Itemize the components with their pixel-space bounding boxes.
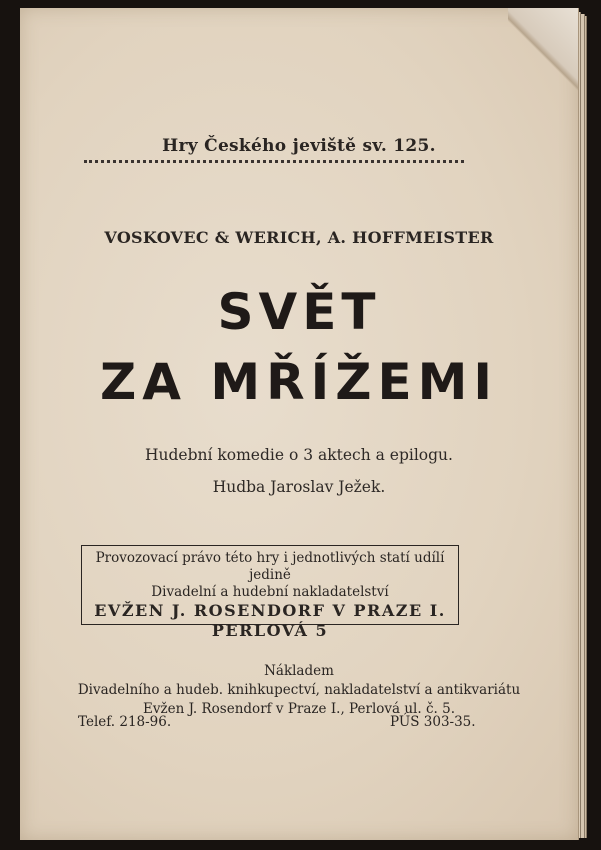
phone-number: Telef. 218-96. [78,714,172,730]
notice-line-3: EVŽEN J. ROSENDORF V PRAZE I. [94,601,446,620]
book-cover [20,8,579,840]
dotted-divider [84,160,464,163]
notice-line-1: Provozovací právo této hry i jednotlivých statí udílí jedině [95,550,445,583]
notice-line-4: PERLOVÁ 5 [211,621,329,640]
pus-number: PÚS 303-35. [390,714,476,730]
composer-credit: Hudba Jaroslav Ježek. [212,478,386,496]
publisher-line-3: Evžen J. Rosendorf v Praze I., Perlová ul. č. 5. [143,701,455,717]
series-label: Hry Českého jeviště sv. 125. [162,136,436,156]
notice-line-2: Divadelní a hudební nakladatelství [151,584,389,600]
folded-corner [508,8,578,98]
rights-notice-box [81,545,459,640]
publisher-line-2: Divadelního a hudeb. knihkupectví, nakladatelství a antikvariátu [77,682,521,698]
title-line-2: ZA MŘÍŽEMI [100,353,498,411]
title-line-1: SVĚT [217,283,381,341]
publisher-block [20,662,578,719]
authors: VOSKOVEC & WERICH, A. HOFFMEISTER [104,228,494,247]
subtitle: Hudební komedie o 3 aktech a epilogu. [145,446,453,464]
publisher-line-1: Nákladem [264,663,334,679]
